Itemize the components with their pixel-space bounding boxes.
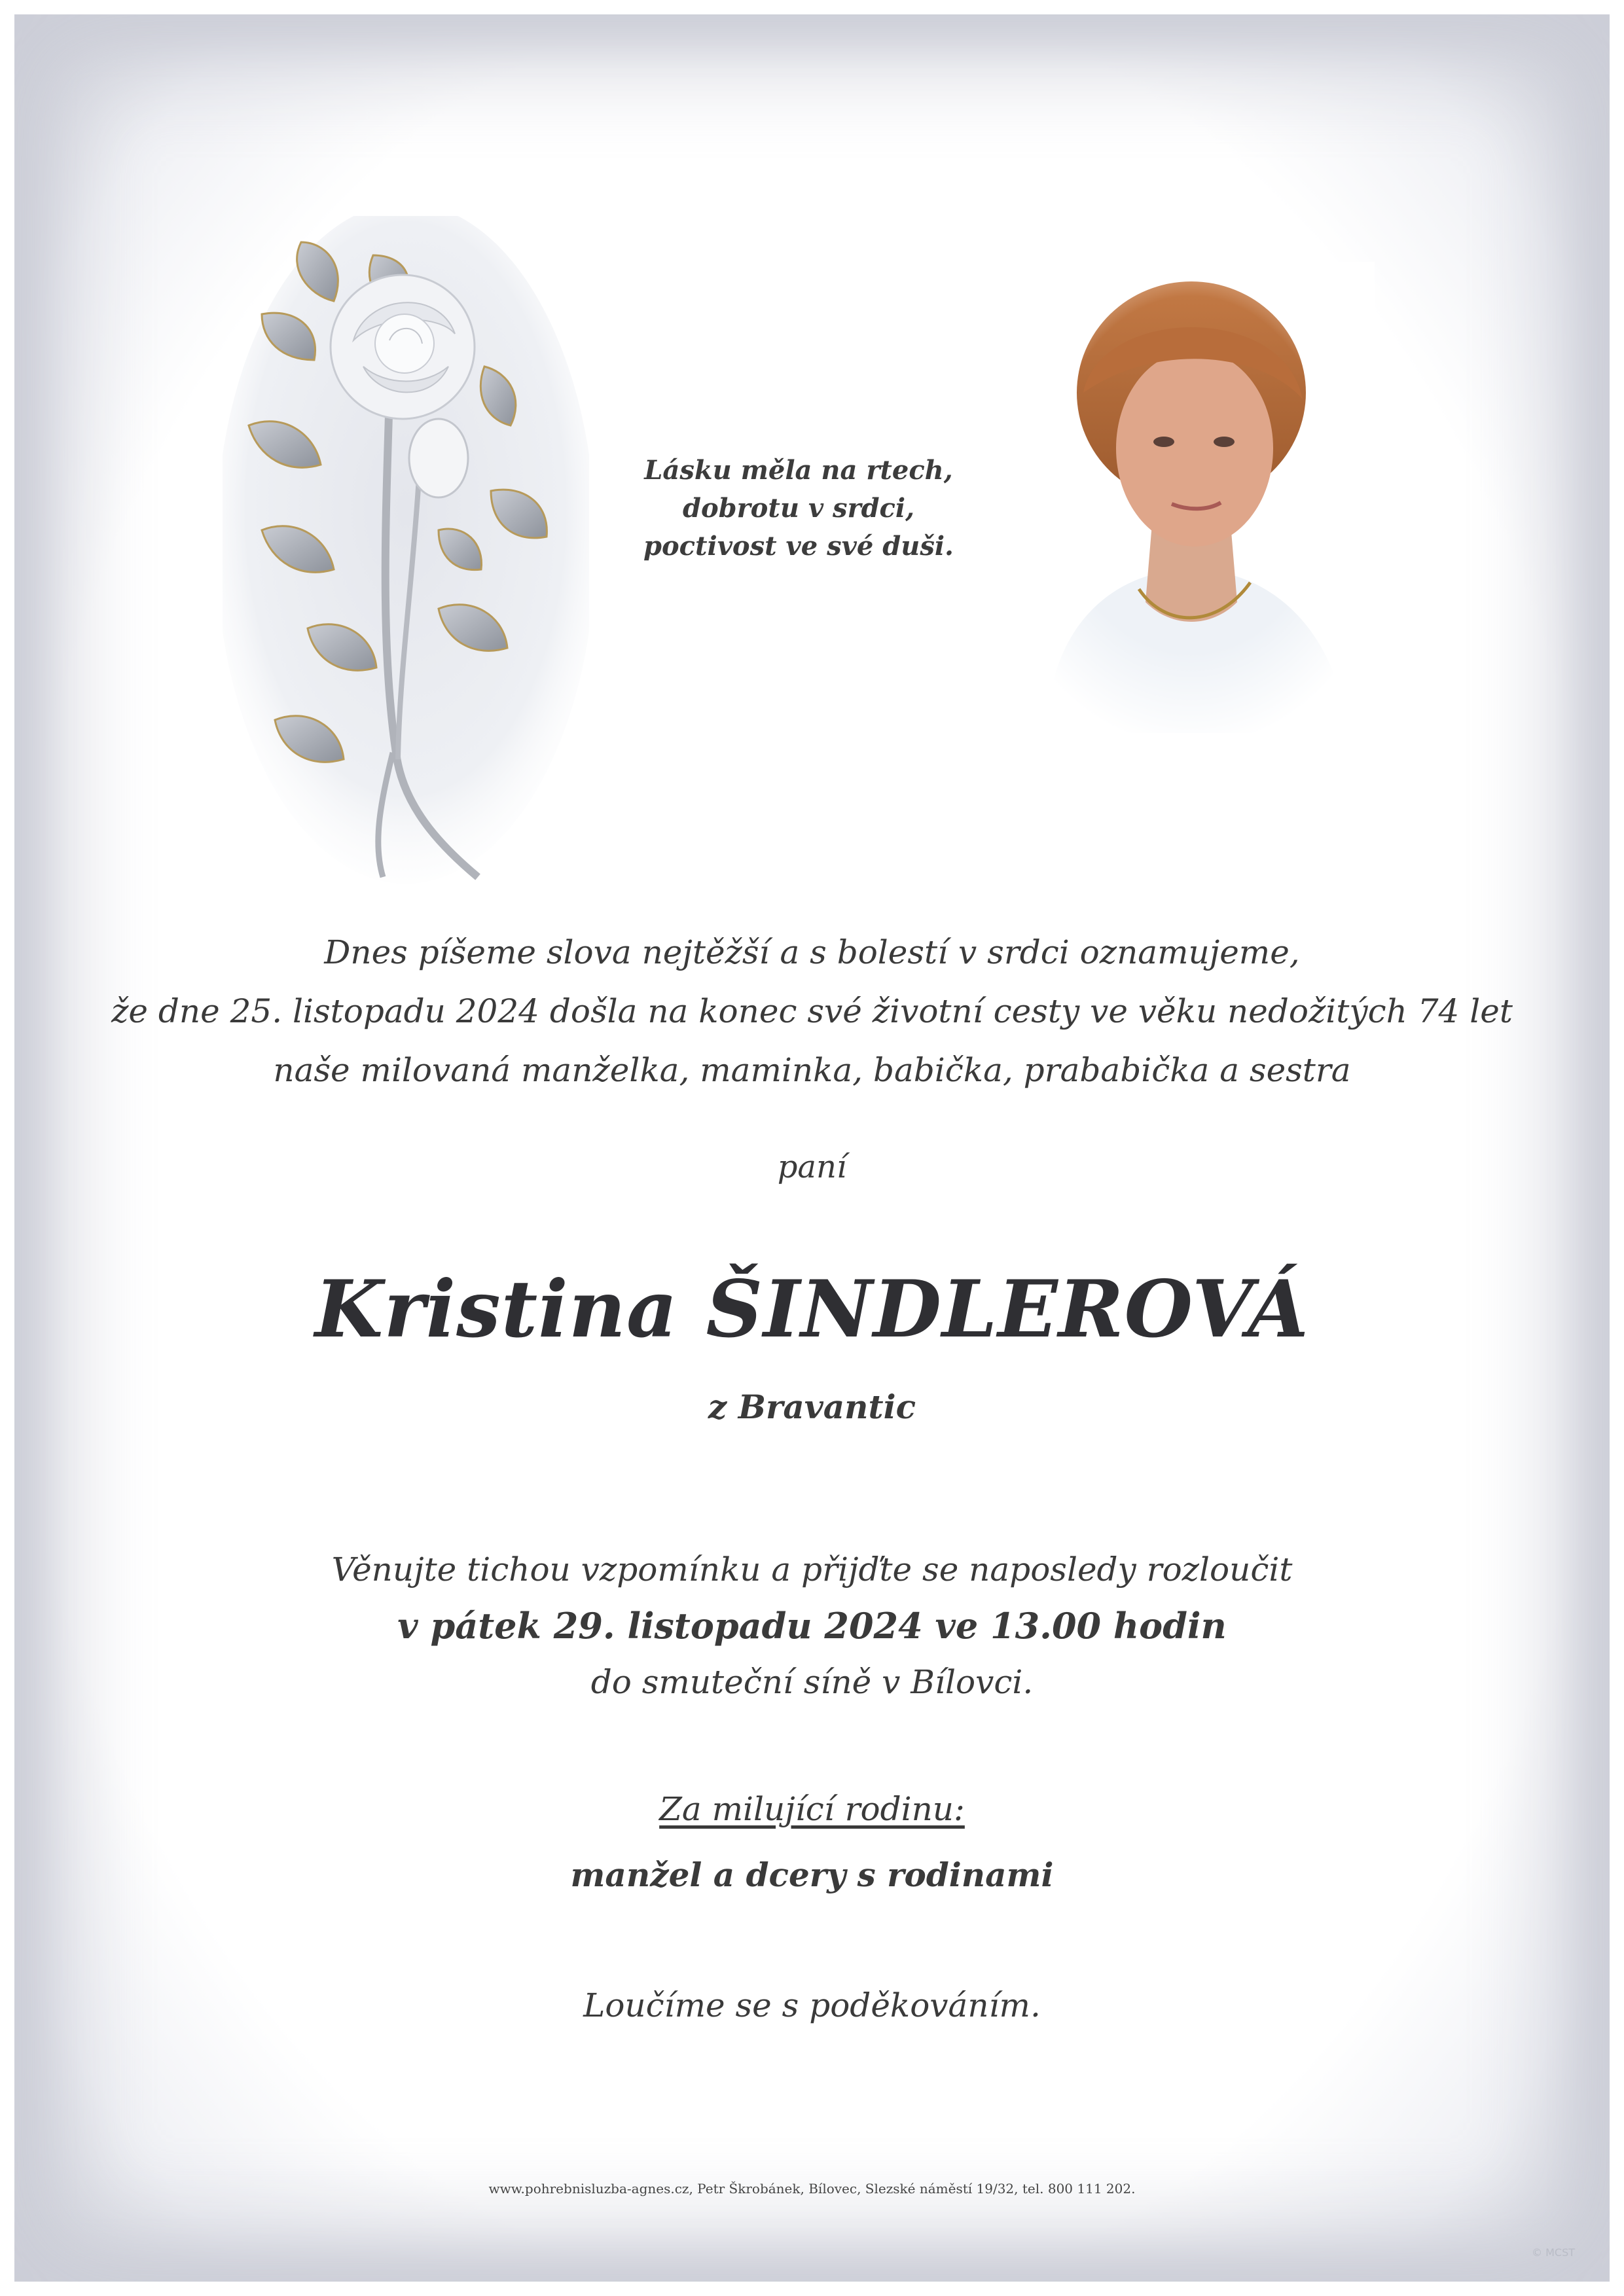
quote-line: dobrotu v srdci, bbox=[682, 493, 915, 524]
quote-line: Lásku měla na rtech, bbox=[644, 455, 953, 486]
portrait-photo bbox=[1008, 262, 1375, 733]
funeral-details bbox=[0, 1541, 1624, 1710]
announcement-text bbox=[0, 923, 1624, 1100]
announcement-line: Dnes píšeme slova nejtěžší a s bolestí v srdci oznamujeme, bbox=[324, 933, 1300, 971]
closing-line: Loučíme se s poděkováním. bbox=[583, 1986, 1041, 2024]
quote-line: poctivost ve své duši. bbox=[643, 531, 954, 562]
salutation: paní bbox=[777, 1149, 847, 1185]
family-members: manžel a dcery s rodinami bbox=[570, 1856, 1054, 1894]
footer-contact: www.pohrebnisluzba-agnes.cz, Petr Škrobánek, Bílovec, Slezské náměstí 19/32, tel. 800 111 202. bbox=[488, 2181, 1136, 2197]
memorial-quote bbox=[589, 452, 1008, 565]
deceased-origin: z Bravantic bbox=[708, 1388, 916, 1426]
rose-illustration bbox=[223, 216, 589, 897]
announcement-line: naše milovaná manželka, maminka, babička, prababička a sestra bbox=[273, 1051, 1351, 1089]
funeral-invite: Věnujte tichou vzpomínku a přijďte se naposledy rozloučit bbox=[331, 1551, 1293, 1588]
deceased-name: Kristina ŠINDLEROVÁ bbox=[315, 1263, 1309, 1355]
family-label: Za milující rodinu: bbox=[659, 1790, 965, 1828]
funeral-datetime: v pátek 29. listopadu 2024 ve 13.00 hodin bbox=[397, 1605, 1227, 1647]
announcement-line: že dne 25. listopadu 2024 došla na konec své životní cesty ve věku nedožitých 74 let bbox=[111, 992, 1513, 1030]
funeral-place: do smuteční síně v Bílovci. bbox=[590, 1663, 1034, 1701]
copyright-mark: © MCST bbox=[1532, 2246, 1575, 2259]
